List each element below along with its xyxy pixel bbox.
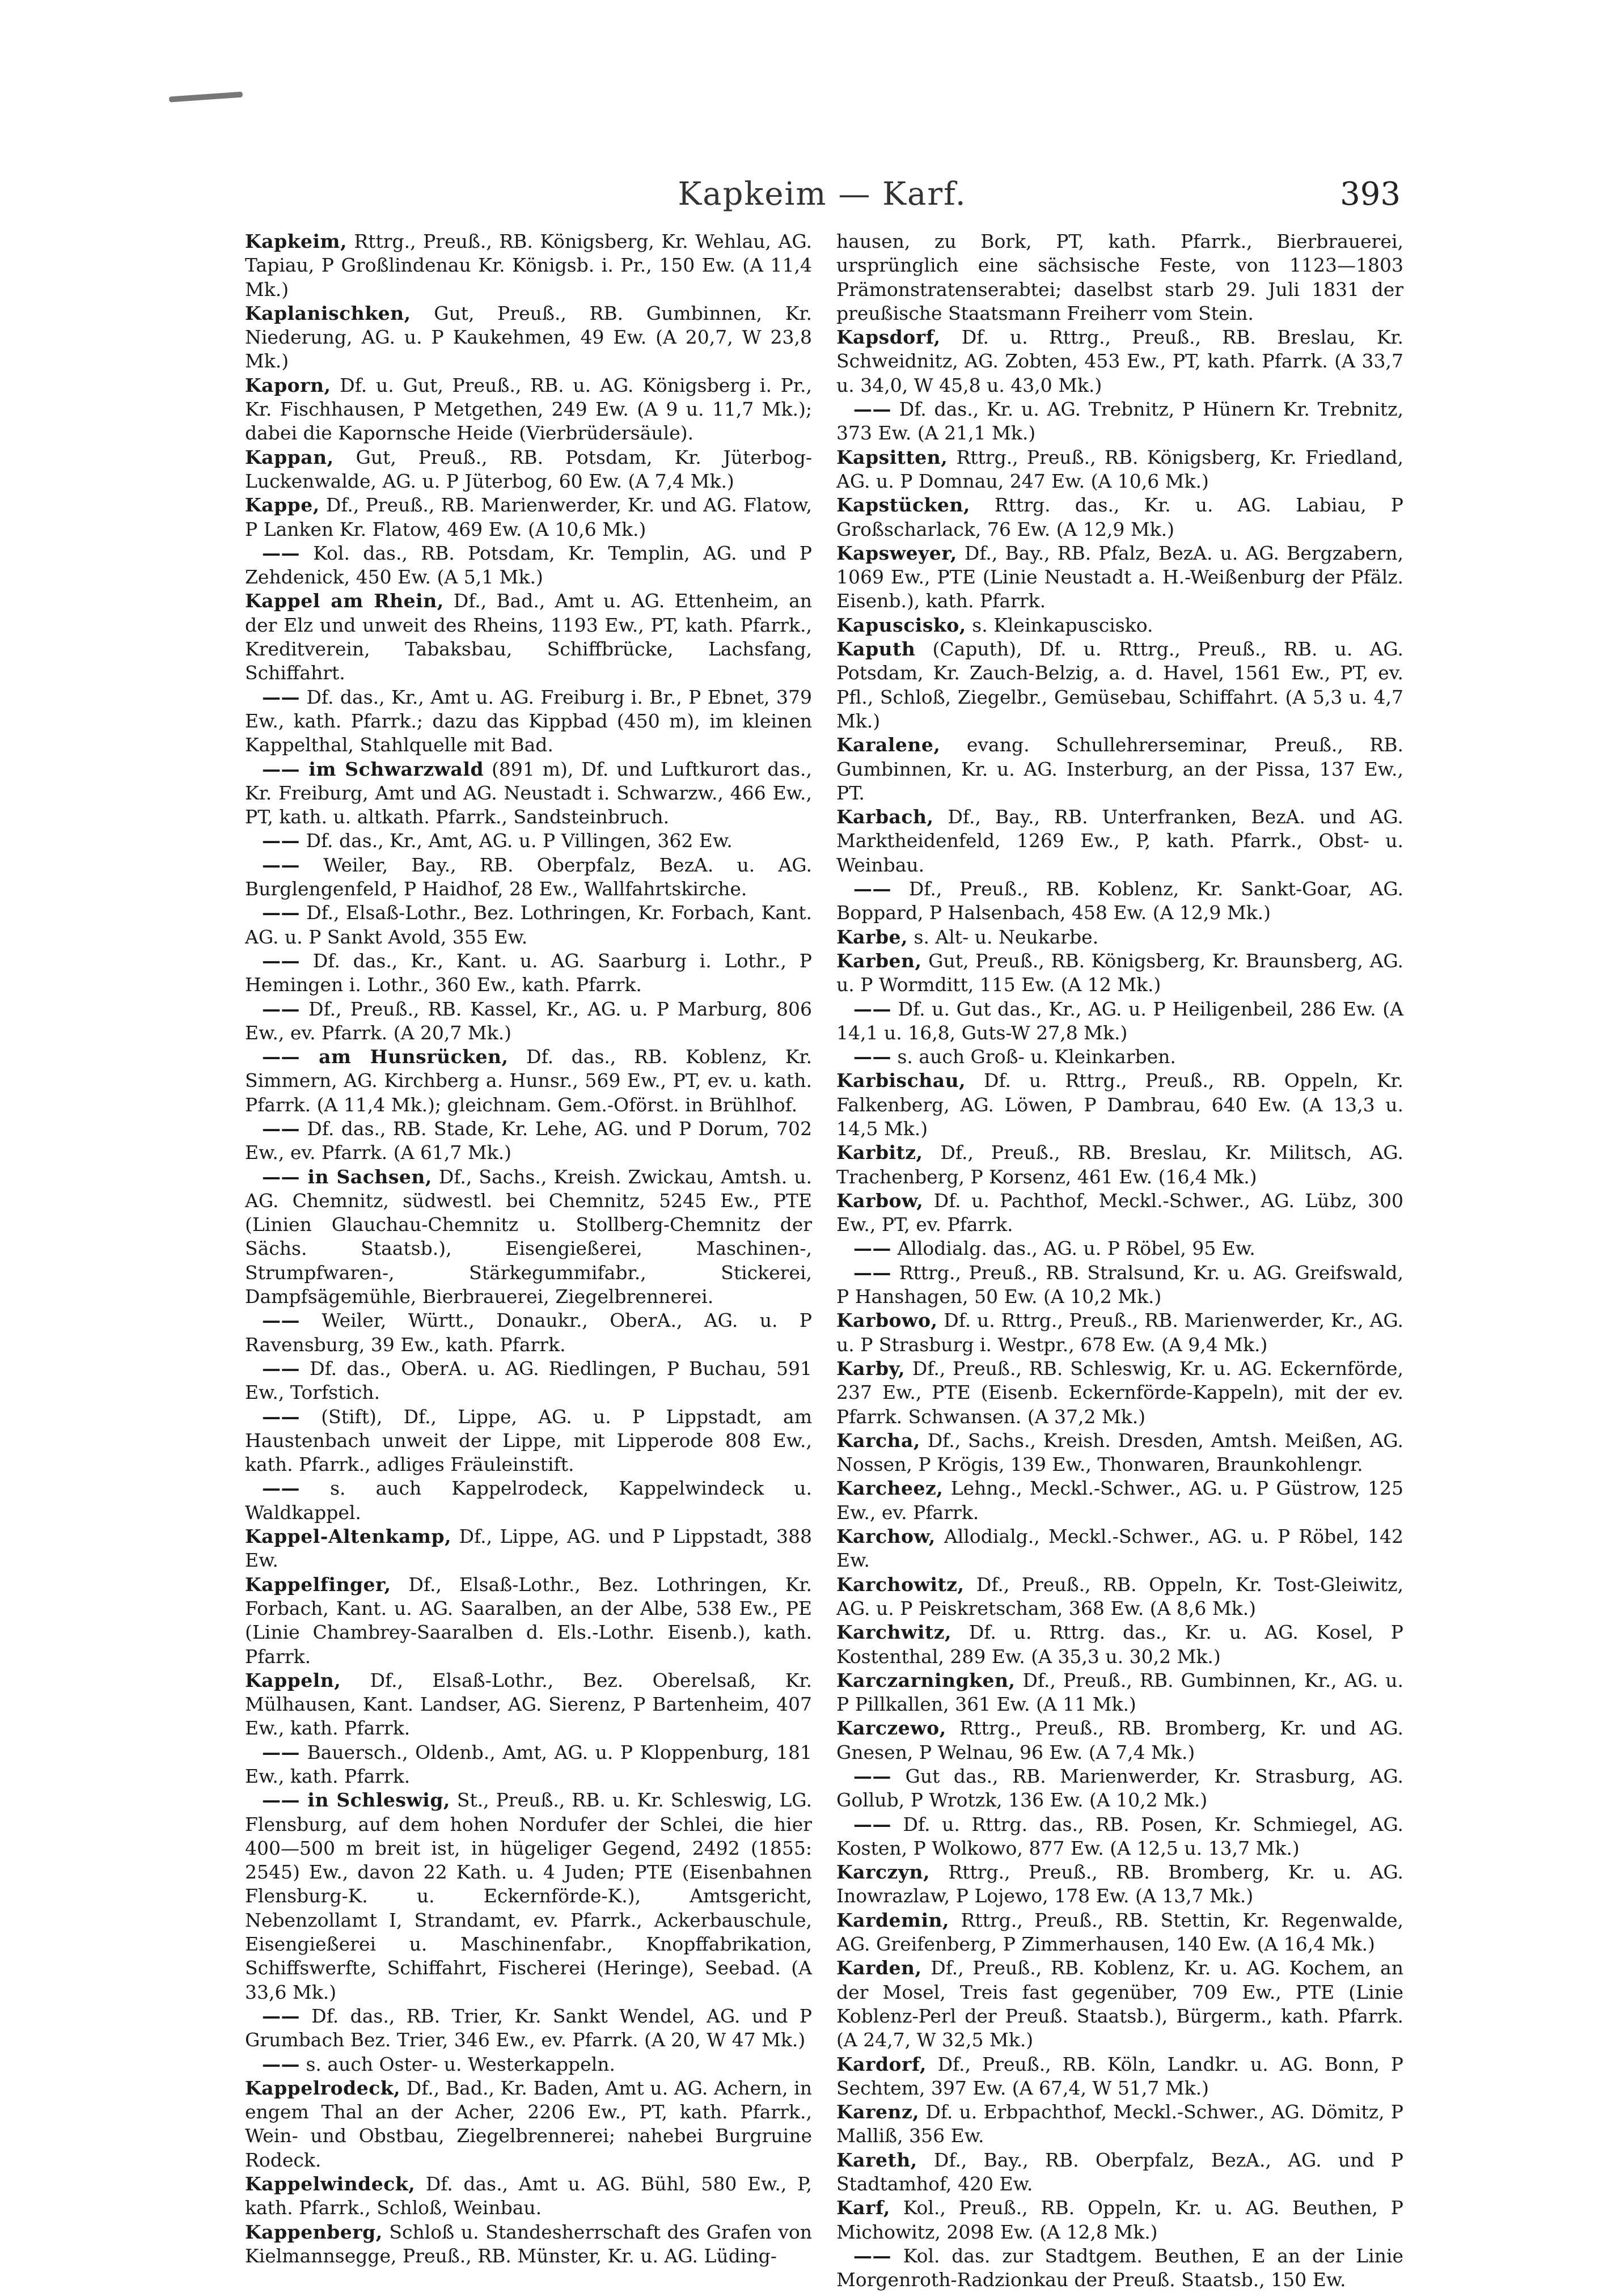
dictionary-entry: [836, 1765, 1403, 1813]
entry-headword: Kaporn,: [245, 374, 331, 396]
dictionary-entry: [245, 2076, 812, 2172]
entry-headword: ——: [853, 1046, 891, 1068]
entry-text: Df. das., Kr. u. AG. Trebnitz, P Hünern Kr. Trebnitz, 373 Ew. (A 21,1 Mk.): [836, 398, 1403, 445]
entry-headword: Karcheez,: [836, 1477, 944, 1500]
entry-headword: Kapsweyer,: [836, 541, 957, 564]
dictionary-entry: [245, 1357, 812, 1405]
entry-headword: Karbach,: [836, 806, 934, 828]
dictionary-entry: [245, 758, 812, 830]
entry-text: Allodialg., Meckl.-Schwer., AG. u. P Röbel, 142 Ew.: [836, 1525, 1403, 1572]
entry-text: Rttrg., Preuß., RB. Stettin, Kr. Regenwalde, AG. Greifenberg, P Zimmerhausen, 140 Ew. (A 16,4 Mk.): [836, 1909, 1403, 1956]
dictionary-entry: [836, 637, 1403, 733]
entry-text: Df., Preuß., RB. Oppeln, Kr. Tost-Gleiwitz, AG. u. P Peiskretscham, 368 Ew. (A 8,6 Mk.): [836, 1573, 1403, 1619]
dictionary-entry: [836, 1860, 1403, 1909]
entry-headword: Karbitz,: [836, 1141, 923, 1164]
entry-text: Df., Lippe, AG. und P Lippstadt, 388 Ew.: [245, 1525, 812, 1572]
entry-text: Df., Bad., Amt u. AG. Ettenheim, an der Elz und unweit des Rheins, 1193 Ew., PT, kath. Pfarrk., Kreditverein, Tabaksbau, Schiffbrücke, Lachsfang, Schiffahrt.: [245, 590, 812, 684]
entry-text: Lehng., Meckl.-Schwer., AG. u. P Güstrow, 125 Ew., ev. Pfarrk.: [836, 1477, 1403, 1524]
entry-text: Weiler, Württ., Donaukr., OberA., AG. u. P Ravensburg, 39 Ew., kath. Pfarrk.: [245, 1309, 812, 1356]
entry-text: Rttrg., Preuß., RB. Bromberg, Kr. u. AG. Inowrazlaw, P Lojewo, 178 Ew. (A 13,7 Mk.): [836, 1861, 1403, 1907]
entry-headword: ——: [262, 902, 300, 924]
entry-text: Df. u. Erbpachthof, Meckl.-Schwer., AG. Dömitz, P Malliß, 356 Ew.: [836, 2101, 1403, 2147]
entry-text: Df., Bad., Kr. Baden, Amt u. AG. Achern, in engem Thal an der Acher, 2206 Ew., PT, kath. Pfarrk., Wein- und Obstbau, Ziegelbrennerei; nahebei Burgruine Rodeck.: [245, 2076, 812, 2171]
entry-text: Df. u. Rttrg., Preuß., RB. Marienwerder, Kr., AG. u. P Strasburg i. Westpr., 678 Ew. (A 9,4 Mk.): [836, 1309, 1403, 1356]
entry-text: Df. u. Rttrg., Preuß., RB. Breslau, Kr. Schweidnitz, AG. Zobten, 453 Ew., PT, kath. Pfarrk. (A 33,7 u. 34,0, W 45,8 u. 43,0 Mk.): [836, 326, 1403, 396]
entry-headword: Karcha,: [836, 1429, 920, 1452]
entry-headword: ——: [853, 398, 891, 421]
entry-text: Df., Bay., RB. Unterfranken, BezA. und AG. Marktheidenfeld, 1269 Ew., P, kath. Pfarrk., Obst- u. Weinbau.: [836, 806, 1403, 876]
entry-headword: ——: [262, 830, 300, 852]
entry-headword: Kappan,: [245, 446, 334, 468]
entry-text: Df., Preuß., RB. Koblenz, Kr. u. AG. Kochem, an der Mosel, Treis fast gegenüber, 709 Ew., PTE (Linie Koblenz-Perl der Preuß. Staatsb.), Bürgerm., kath. Pfarrk. (A 24,7, W 32,5 Mk.): [836, 1957, 1403, 2051]
entry-text: Df., Elsaß-Lothr., Bez. Oberelsaß, Kr. Mülhausen, Kant. Landser, AG. Sierenz, P Bartenheim, 407 Ew., kath. Pfarrk.: [245, 1669, 812, 1740]
dictionary-entry: [836, 1621, 1403, 1669]
entry-text: Df. das., Kr., Amt u. AG. Freiburg i. Br., P Ebnet, 379 Ew., kath. Pfarrk.; dazu das Kippbad (450 m), im kleinen Kappelthal, Stahlquelle mit Bad.: [245, 686, 812, 756]
entry-headword: ——: [262, 1405, 300, 1428]
dictionary-entry: [836, 733, 1403, 805]
dictionary-entry: [836, 2196, 1403, 2244]
entry-headword: Karchow,: [836, 1525, 936, 1548]
entry-text: Df. u. Gut das., Kr., AG. u. P Heiligenbeil, 286 Ew. (A 14,1 u. 16,8, Guts-W 27,8 Mk.): [836, 997, 1403, 1044]
entry-headword: —— am Hunsrücken,: [262, 1046, 509, 1068]
dictionary-entry: [836, 230, 1403, 325]
dictionary-entry: [245, 1405, 812, 1477]
dictionary-entry: [836, 1261, 1403, 1309]
dictionary-entry: [245, 1477, 812, 1525]
entry-headword: ——: [262, 1741, 300, 1763]
entry-text: Df., Preuß., RB. Marienwerder, Kr. und AG. Flatow, P Lanken Kr. Flatow, 469 Ew. (A 10,6 Mk.): [245, 494, 812, 540]
dictionary-entry: [836, 1909, 1403, 1957]
entry-text: Df. u. Rttrg., Preuß., RB. Oppeln, Kr. Falkenberg, AG. Löwen, P Dambrau, 640 Ew. (A 13,3 u. 14,5 Mk.): [836, 1069, 1403, 1140]
entry-headword: Kappe,: [245, 494, 320, 517]
dictionary-entry: [836, 493, 1403, 541]
entry-text: Df. das., RB. Koblenz, Kr. Simmern, AG. Kirchberg a. Hunsr., 569 Ew., PT, ev. u. kath. Pfarrk. (A 11,4 Mk.); gleichnam. Gem.-Oförst. in Brühlhof.: [245, 1046, 812, 1116]
dictionary-entry: [836, 1477, 1403, 1525]
entry-headword: ——: [262, 997, 300, 1020]
dictionary-entry: [836, 2053, 1403, 2101]
entry-headword: ——: [262, 1117, 300, 1140]
entry-text: s. auch Oster- u. Westerkappeln.: [300, 2053, 615, 2075]
entry-headword: Karden,: [836, 1957, 922, 1979]
entry-headword: Kardemin,: [836, 1909, 949, 1931]
dictionary-entry: [836, 1189, 1403, 1237]
entry-headword: Karbe,: [836, 925, 908, 948]
entry-headword: Karczewo,: [836, 1717, 946, 1740]
entry-text: Df., Preuß., RB. Breslau, Kr. Militsch, AG. Trachenberg, P Korsenz, 461 Ew. (16,4 Mk.): [836, 1141, 1403, 1188]
entry-text: Allodialg. das., AG. u. P Röbel, 95 Ew.: [891, 1237, 1255, 1260]
dictionary-entry: [836, 1573, 1403, 1621]
dictionary-entry: [245, 1525, 812, 1573]
dictionary-entry: [245, 1573, 812, 1669]
dictionary-entry: [245, 997, 812, 1046]
entry-headword: ——: [853, 1237, 891, 1260]
entry-text: Rttrg., Preuß., RB. Königsberg, Kr. Friedland, AG. u. P Domnau, 247 Ew. (A 10,6 Mk.): [836, 446, 1403, 492]
entry-text: hausen, zu Bork, PT, kath. Pfarrk., Bierbrauerei, ursprünglich eine sächsische Feste, von 1123—1803 Prämonstratenserabtei; daselbst starb 29. Juli 1831 der preußische Staatsmann Freiherr vom Stein.: [836, 230, 1403, 324]
entry-text: Weiler, Bay., RB. Oberpfalz, BezA. u. AG. Burglengenfeld, P Haidhof, 28 Ew., Wallfahrtskirche.: [245, 853, 812, 900]
dictionary-entry: [245, 374, 812, 446]
dictionary-entry: [836, 1357, 1403, 1429]
entry-headword: Kapstücken,: [836, 494, 970, 517]
entry-text: evang. Schullehrerseminar, Preuß., RB. Gumbinnen, Kr. u. AG. Insterburg, an der Pissa, 137 Ew., PT.: [836, 734, 1403, 804]
dictionary-entry: [836, 877, 1403, 925]
dictionary-entry: [836, 614, 1403, 637]
entry-text: Df., Bay., RB. Oberpfalz, BezA., AG. und P Stadtamhof, 420 Ew.: [836, 2148, 1403, 2195]
entry-text: Df., Preuß., RB. Koblenz, Kr. Sankt-Goar, AG. Boppard, P Halsenbach, 458 Ew. (A 12,9 Mk.): [836, 878, 1403, 924]
dictionary-entry: [836, 1237, 1403, 1260]
entry-headword: ——: [262, 1477, 300, 1500]
entry-headword: Karchwitz,: [836, 1621, 951, 1644]
entry-headword: —— in Sachsen,: [262, 1165, 432, 1188]
dictionary-entry: [836, 1525, 1403, 1573]
dictionary-entry: [245, 446, 812, 494]
entry-headword: Kappenberg,: [245, 2220, 383, 2243]
dictionary-entry: [836, 949, 1403, 997]
dictionary-entry: [245, 2172, 812, 2220]
entry-headword: Kappelfinger,: [245, 1573, 391, 1596]
entry-text: Kol. das., RB. Potsdam, Kr. Templin, AG. und P Zehdenick, 450 Ew. (A 5,1 Mk.): [245, 541, 812, 589]
entry-text: Df., Preuß., RB. Schleswig, Kr. u. AG. Eckernförde, 237 Ew., PTE (Eisenb. Eckernförde-Kappeln), mit der ev. Pfarrk. Schwansen. (A 37,2 Mk.): [836, 1357, 1403, 1428]
entry-text: Df. das., RB. Trier, Kr. Sankt Wendel, AG. und P Grumbach Bez. Trier, 346 Ew., ev. Pfarrk. (A 20, W 47 Mk.): [245, 2004, 812, 2051]
entry-headword: ——: [853, 1261, 891, 1284]
entry-text: Schloß u. Standesherrschaft des Grafen von Kielmannsegge, Preuß., RB. Münster, Kr. u. AG. Lüding-: [245, 2220, 812, 2267]
entry-headword: Karben,: [836, 949, 922, 972]
entry-text: Df., Sachs., Kreish. Zwickau, Amtsh. u. AG. Chemnitz, südwestl. bei Chemnitz, 5245 Ew., PTE (Linien Glauchau-Chemnitz u. Stollberg-Chemnitz der Sächs. Staatsb.), Eisengießerei, Maschinen-, Strumpfwaren-, Stärkegummifabr., Stickerei, Dampfsägemühle, Bierbrauerei, Ziegelbrennerei.: [245, 1165, 812, 1308]
entry-text: Df., Bay., RB. Pfalz, BezA. u. AG. Bergzabern, 1069 Ew., PTE (Linie Neustadt a. H.-Weißenburg der Pfälz. Eisenb.), kath. Pfarrk.: [836, 541, 1403, 612]
entry-text: Df., Elsaß-Lothr., Bez. Lothringen, Kr. Forbach, Kant. AG. u. P Sankt Avold, 355 Ew.: [245, 902, 812, 948]
entry-text: s. Kleinkapuscisko.: [966, 614, 1153, 636]
entry-text: Df., Preuß., RB. Gumbinnen, Kr., AG. u. P Pillkallen, 361 Ew. (A 11 Mk.): [836, 1669, 1403, 1716]
entry-headword: —— im Schwarzwald: [262, 758, 484, 780]
entry-headword: Kappel am Rhein,: [245, 590, 444, 612]
dictionary-entry: [245, 1309, 812, 1357]
scan-artifact: [169, 91, 243, 102]
entry-headword: ——: [853, 1813, 891, 1835]
entry-text: (891 m), Df. und Luftkurort das., Kr. Freiburg, Amt und AG. Neustadt i. Schwarzw., 466 Ew., PT, kath. u. altkath. Pfarrk., Sandsteinbruch.: [245, 758, 813, 828]
entry-headword: ——: [262, 949, 300, 972]
entry-text: Df. das., RB. Stade, Kr. Lehe, AG. und P Dorum, 702 Ew., ev. Pfarrk. (A 61,7 Mk.): [245, 1117, 812, 1164]
entry-text: Df., Sachs., Kreish. Dresden, Amtsh. Meißen, AG. Nossen, P Krögis, 139 Ew., Thonwaren, Braunkohlengr.: [836, 1429, 1403, 1476]
entry-text: Gut, Preuß., RB. Potsdam, Kr. Jüterbog-Luckenwalde, AG. u. P Jüterbog, 60 Ew. (A 7,4 Mk.): [245, 446, 812, 492]
dictionary-entry: [836, 2100, 1403, 2148]
entry-headword: Kappelwindeck,: [245, 2173, 416, 2195]
entry-headword: Karf,: [836, 2197, 890, 2219]
dictionary-entry: [245, 949, 812, 997]
entry-text: Df. das., OberA. u. AG. Riedlingen, P Buchau, 591 Ew., Torfstich.: [245, 1357, 812, 1404]
entry-headword: ——: [262, 853, 300, 876]
entry-headword: Kappel-Altenkamp,: [245, 1525, 452, 1548]
entry-headword: Karczarningken,: [836, 1669, 1016, 1691]
entry-text: Rttrg. das., Kr. u. AG. Labiau, P Großscharlack, 76 Ew. (A 12,9 Mk.): [836, 494, 1403, 540]
entry-text: Df. u. Rttrg. das., Kr. u. AG. Kosel, P Kostenthal, 289 Ew. (A 35,3 u. 30,2 Mk.): [836, 1621, 1403, 1668]
entry-headword: ——: [262, 1309, 300, 1332]
dictionary-entry: [245, 2004, 812, 2053]
entry-headword: ——: [853, 878, 891, 900]
running-title: Kapkeim — Karf.: [678, 176, 967, 213]
entry-headword: Karenz,: [836, 2101, 920, 2123]
entry-text: Df. u. Pachthof, Meckl.-Schwer., AG. Lübz, 300 Ew., PT, ev. Pfarrk.: [836, 1189, 1403, 1236]
entry-headword: Karbow,: [836, 1189, 924, 1212]
entry-headword: Karbischau,: [836, 1069, 966, 1092]
dictionary-entry: [836, 1069, 1403, 1141]
dictionary-entry: [836, 805, 1403, 877]
entry-text: (Caputh), Df. u. Rttrg., Preuß., RB. u. AG. Potsdam, Kr. Zauch-Belzig, a. d. Havel, 1561 Ew., PT, ev. Pfl., Schloß, Ziegelbr., Gemüsebau, Schiffahrt. (A 5,3 u. 4,7 Mk.): [836, 638, 1403, 732]
dictionary-entry: [245, 1788, 812, 2004]
entry-headword: Kardorf,: [836, 2053, 927, 2075]
entry-text: Df. das., Kr., Amt, AG. u. P Villingen, 362 Ew.: [300, 830, 733, 852]
dictionary-entry: [245, 541, 812, 590]
entry-text: Rttrg., Preuß., RB. Königsberg, Kr. Wehlau, AG. Tapiau, P Großlindenau Kr. Königsb. i. Pr., 150 Ew. (A 11,4 Mk.): [245, 230, 812, 301]
entry-text: s. auch Kappelrodeck, Kappelwindeck u. Waldkappel.: [245, 1477, 812, 1524]
entry-headword: ——: [853, 2244, 891, 2267]
entry-text: s. auch Groß- u. Kleinkarben.: [891, 1046, 1176, 1068]
entry-headword: Karchowitz,: [836, 1573, 965, 1596]
dictionary-entry: [245, 230, 812, 302]
entry-text: Df., Elsaß-Lothr., Bez. Lothringen, Kr. Forbach, Kant. u. AG. Saaralben, an der Albe, 538 Ew., PE (Linie Chambrey-Saaralben d. Els.-Lothr. Eisenb.), kath. Pfarrk.: [245, 1573, 812, 1668]
entry-text: Df., Preuß., RB. Köln, Landkr. u. AG. Bonn, P Sechtem, 397 Ew. (A 67,4, W 51,7 Mk.): [836, 2053, 1403, 2099]
entry-text: Bauersch., Oldenb., Amt, AG. u. P Kloppenburg, 181 Ew., kath. Pfarrk.: [245, 1741, 812, 1787]
dictionary-entry: [245, 1117, 812, 1165]
entry-text: s. Alt- u. Neukarbe.: [908, 925, 1099, 948]
dictionary-entry: [245, 853, 812, 902]
dictionary-entry: [836, 1429, 1403, 1477]
dictionary-entry: [836, 1956, 1403, 2052]
dictionary-entry: [245, 829, 812, 853]
entry-headword: Kareth,: [836, 2148, 917, 2171]
dictionary-entry: [245, 589, 812, 685]
dictionary-entry: [245, 1741, 812, 1789]
right-column: [836, 230, 1403, 2291]
dictionary-entry: [836, 1669, 1403, 1717]
dictionary-entry: [836, 1813, 1403, 1861]
entry-headword: ——: [853, 1765, 891, 1787]
entry-text: (Stift), Df., Lippe, AG. u. P Lippstadt, am Haustenbach unweit der Lippe, mit Lipperode 808 Ew., kath. Pfarrk., adliges Fräuleinstift.: [245, 1405, 812, 1476]
entry-headword: ——: [262, 541, 300, 564]
entry-text: Kol., Preuß., RB. Oppeln, Kr. u. AG. Beuthen, P Michowitz, 2098 Ew. (A 12,8 Mk.): [836, 2197, 1403, 2243]
dictionary-entry: [836, 446, 1403, 494]
entry-headword: Kapuscisko,: [836, 614, 966, 636]
entry-headword: ——: [262, 686, 300, 708]
dictionary-entry: [245, 1165, 812, 1309]
entry-headword: —— in Schleswig,: [262, 1789, 450, 1812]
dictionary-entry: [245, 493, 812, 541]
dictionary-entry: [836, 1141, 1403, 1189]
dictionary-entry: [836, 997, 1403, 1046]
entry-headword: Kappeln,: [245, 1669, 341, 1691]
entry-headword: Kaputh: [836, 638, 916, 661]
entry-headword: Karbowo,: [836, 1309, 938, 1332]
dictionary-entry: [836, 2148, 1403, 2197]
entry-text: Rttrg., Preuß., RB. Stralsund, Kr. u. AG. Greifswald, P Hanshagen, 50 Ew. (A 10,2 Mk.): [836, 1261, 1403, 1308]
page-header: [244, 170, 1401, 221]
dictionary-entry: [245, 2220, 812, 2269]
entry-headword: Kapsdorf,: [836, 326, 941, 349]
left-column: [245, 230, 813, 2267]
entry-text: Df. das., Kr., Kant. u. AG. Saarburg i. Lothr., P Hemingen i. Lothr., 360 Ew., kath. Pfarrk.: [245, 949, 812, 996]
dictionary-entry: [836, 925, 1403, 949]
entry-text: Gut, Preuß., RB. Königsberg, Kr. Braunsberg, AG. u. P Wormditt, 115 Ew. (A 12 Mk.): [836, 949, 1403, 996]
entry-headword: ——: [262, 2053, 300, 2075]
dictionary-entry: [836, 325, 1403, 397]
entry-headword: Kaplanischken,: [245, 302, 411, 324]
entry-headword: Karby,: [836, 1357, 906, 1380]
dictionary-entry: [245, 2053, 812, 2076]
dictionary-entry: [836, 1045, 1403, 1069]
entry-headword: ——: [853, 997, 891, 1020]
entry-headword: Kapkeim,: [245, 230, 347, 252]
entry-headword: Kapsitten,: [836, 446, 948, 468]
entry-text: Df. u. Gut, Preuß., RB. u. AG. Königsberg i. Pr., Kr. Fischhausen, P Metgethen, 249 Ew. (A 9 u. 11,7 Mk.); dabei die Kapornsche Heide (Vierbrüdersäule).: [245, 374, 812, 445]
entry-text: St., Preuß., RB. u. Kr. Schleswig, LG. Flensburg, auf dem hohen Nordufer der Schlei, die hier 400—500 m breit ist, in hügeliger Gegend, 2492 (1855: 2545) Ew., davon 22 Kath. u. 4 Juden; PTE (Eisenbahnen Flensburg-K. u. Eckernförde-K.), Amtsgericht, Nebenzollamt I, Strandamt, ev. Pfarrk., Ackerbauschule, Eisengießerei u. Maschinenfabr., Knopffabrikation, Schiffswerfte, Schiffahrt, Fischerei (Heringe), Seebad. (A 33,6 Mk.): [245, 1789, 812, 2003]
entry-headword: Kappelrodeck,: [245, 2076, 401, 2099]
dictionary-entry: [245, 686, 812, 758]
dictionary-entry: [836, 397, 1403, 446]
entry-text: Df. das., Amt u. AG. Bühl, 580 Ew., P, kath. Pfarrk., Schloß, Weinbau.: [245, 2173, 812, 2219]
dictionary-entry: [836, 1309, 1403, 1357]
dictionary-entry: [245, 302, 812, 374]
entry-text: Gut, Preuß., RB. Gumbinnen, Kr. Niederung, AG. u. P Kaukehmen, 49 Ew. (A 20,7, W 23,8 Mk.): [245, 302, 812, 373]
dictionary-entry: [245, 1669, 812, 1741]
dictionary-entry: [245, 901, 812, 949]
dictionary-entry: [836, 1716, 1403, 1765]
dictionary-entry: [836, 541, 1403, 614]
entry-headword: Karalene,: [836, 734, 941, 756]
dictionary-entry: [836, 2244, 1403, 2292]
entry-headword: ——: [262, 1357, 300, 1380]
entry-headword: ——: [262, 2004, 300, 2027]
page-number: 393: [1340, 176, 1401, 213]
entry-text: Kol. das. zur Stadtgem. Beuthen, E an der Linie Morgenroth-Radzionkau der Preuß. Staatsb., 150 Ew.: [836, 2244, 1403, 2291]
entry-text: Gut das., RB. Marienwerder, Kr. Strasburg, AG. Gollub, P Wrotzk, 136 Ew. (A 10,2 Mk.): [836, 1765, 1403, 1812]
entry-text: Df. u. Rttrg. das., RB. Posen, Kr. Schmiegel, AG. Kosten, P Wolkowo, 877 Ew. (A 12,5 u. 13,7 Mk.): [836, 1813, 1403, 1859]
entry-text: Df., Preuß., RB. Kassel, Kr., AG. u. P Marburg, 806 Ew., ev. Pfarrk. (A 20,7 Mk.): [245, 997, 812, 1044]
entry-text: Rttrg., Preuß., RB. Bromberg, Kr. und AG. Gnesen, P Welnau, 96 Ew. (A 7,4 Mk.): [836, 1717, 1403, 1763]
dictionary-entry: [245, 1045, 812, 1117]
entry-headword: Karczyn,: [836, 1861, 930, 1884]
